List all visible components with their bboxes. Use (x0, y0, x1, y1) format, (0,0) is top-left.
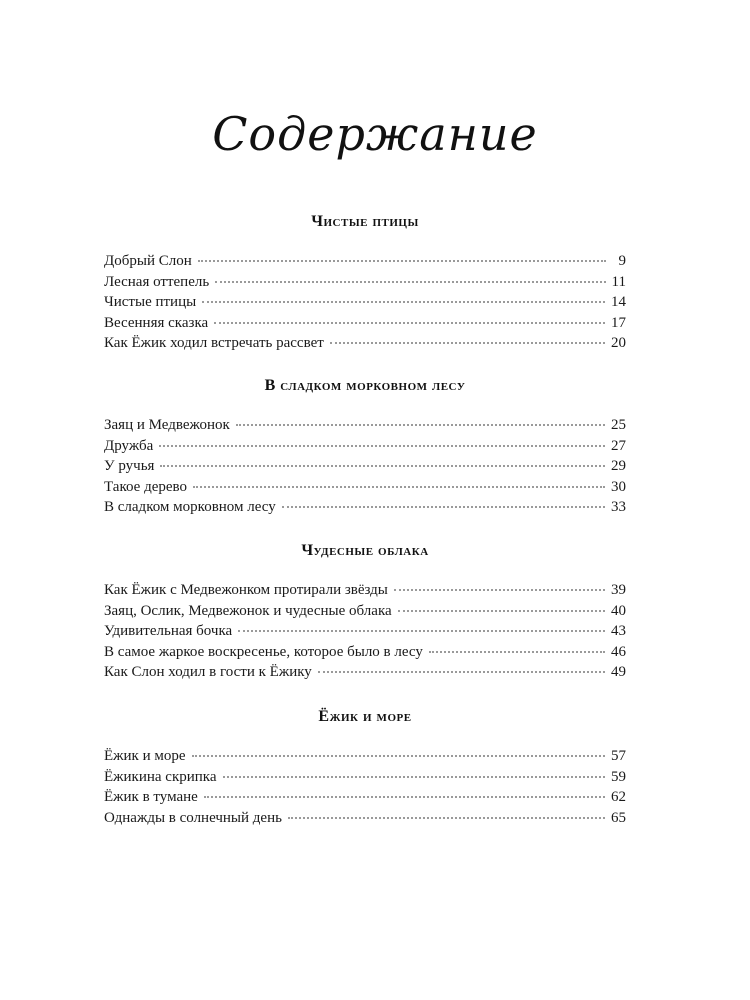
entry-page-number: 62 (611, 789, 626, 805)
toc-entry[interactable] (104, 477, 626, 498)
entry-page-number: 39 (611, 582, 626, 598)
toc-entry[interactable] (104, 272, 626, 293)
entry-title: Весенняя сказка (104, 314, 209, 331)
toc-entry[interactable] (104, 251, 626, 272)
entry-title: У ручья (104, 458, 155, 474)
entry-title: В самое жаркое воскресенье, которое было в лесу (104, 643, 423, 660)
section-title: Чудесные облака (301, 542, 429, 559)
entry-title: Такое дерево (104, 478, 187, 495)
entry-page-number: 57 (611, 748, 626, 764)
entry-title: Ёжик и море (104, 748, 186, 764)
dot-leader (193, 486, 605, 488)
entry-title: Ёжикина скрипка (104, 768, 217, 785)
toc-entry[interactable] (104, 621, 626, 642)
toc-entry[interactable] (104, 415, 626, 436)
entry-page-number: 43 (611, 623, 626, 639)
entry-title: Как Слон ходил в гости к Ёжику (104, 664, 312, 680)
toc-entry[interactable] (104, 456, 626, 477)
entry-list (104, 746, 626, 828)
entry-title: Удивительная бочка (104, 623, 233, 639)
toc-section (104, 375, 626, 518)
entry-page-number: 30 (611, 478, 626, 495)
entry-list (104, 251, 626, 354)
entry-title: Как Ёжик ходил встречать рассвет (104, 335, 324, 351)
entry-title: Добрый Слон (104, 253, 192, 269)
page-title: Содержание (212, 107, 538, 161)
entry-list (104, 415, 626, 518)
entry-page-number: 27 (611, 437, 626, 454)
dot-leader (429, 651, 605, 653)
entry-page-number: 59 (611, 768, 626, 785)
dot-leader (288, 817, 605, 819)
entry-page-number: 25 (611, 417, 626, 433)
toc-entry[interactable] (104, 601, 626, 622)
toc-entry[interactable] (104, 642, 626, 663)
toc-entry[interactable] (104, 313, 626, 334)
dot-leader (398, 610, 605, 612)
dot-leader (202, 301, 605, 303)
entry-title: Однажды в солнечный день (104, 809, 282, 826)
entry-title: Заяц и Медвежонок (104, 417, 230, 433)
entry-page-number: 49 (611, 664, 626, 680)
toc-entry[interactable] (104, 808, 626, 829)
entry-page-number: 9 (618, 253, 626, 269)
dot-leader (330, 342, 605, 344)
entry-page-number: 11 (611, 273, 626, 290)
entry-title: Заяц, Ослик, Медвежонок и чудесные облака (104, 602, 392, 619)
toc-section (104, 540, 626, 683)
toc-entry[interactable] (104, 580, 626, 601)
dot-leader (394, 589, 605, 591)
entry-page-number: 65 (611, 809, 626, 826)
entry-page-number: 40 (611, 602, 626, 619)
dot-leader (159, 445, 605, 447)
entry-title: Дружба (104, 437, 154, 454)
entry-page-number: 14 (611, 294, 626, 310)
entry-title: Чистые птицы (104, 294, 197, 310)
entry-page-number: 17 (611, 314, 626, 331)
toc-entry[interactable] (104, 787, 626, 808)
dot-leader (238, 630, 605, 632)
section-title: Чистые птицы (311, 213, 419, 230)
entry-list (104, 580, 626, 683)
section-title: Ёжик и море (318, 708, 412, 725)
toc-entry[interactable] (104, 746, 626, 767)
dot-leader (318, 671, 605, 673)
entry-page-number: 33 (611, 499, 626, 515)
toc-entry[interactable] (104, 662, 626, 683)
dot-leader (160, 465, 605, 467)
toc-entry[interactable] (104, 497, 626, 518)
section-title: В сладком морковном лесу (264, 377, 466, 394)
toc-section (104, 706, 626, 828)
entry-page-number: 29 (611, 458, 626, 474)
toc-entry[interactable] (104, 767, 626, 788)
entry-title: Лесная оттепель (104, 273, 210, 290)
dot-leader (223, 776, 605, 778)
dot-leader (204, 796, 605, 798)
dot-leader (236, 424, 605, 426)
dot-leader (215, 281, 605, 283)
toc-entry[interactable] (104, 436, 626, 457)
entry-page-number: 46 (611, 643, 626, 660)
dot-leader (192, 755, 605, 757)
dot-leader (198, 260, 606, 262)
entry-page-number: 20 (611, 335, 626, 351)
toc-section (104, 211, 626, 354)
toc-entry[interactable] (104, 292, 626, 313)
entry-title: В сладком морковном лесу (104, 499, 276, 515)
entry-title: Как Ёжик с Медвежонком протирали звёзды (104, 582, 388, 598)
toc-entry[interactable] (104, 333, 626, 354)
entry-title: Ёжик в тумане (104, 789, 198, 805)
dot-leader (282, 506, 605, 508)
dot-leader (214, 322, 605, 324)
